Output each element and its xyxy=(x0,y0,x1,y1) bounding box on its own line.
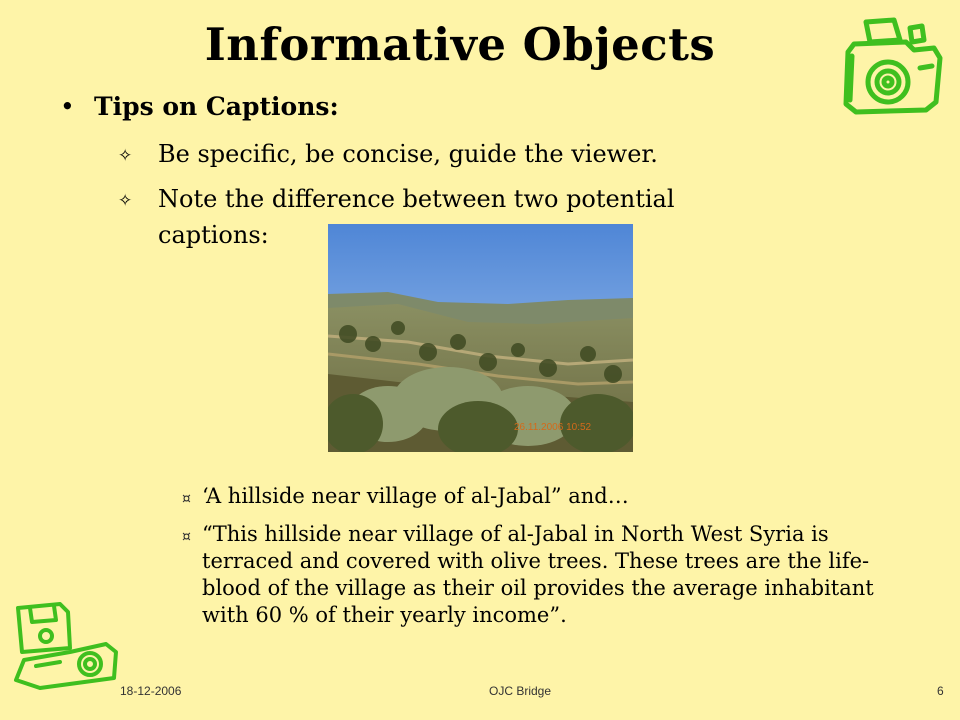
slide-number: 6 xyxy=(937,684,944,698)
caption-text: ‘A hillside near village of al-Jabal” and… xyxy=(202,484,629,508)
bullet-dot: • xyxy=(60,92,75,121)
floppy-and-camera-icon xyxy=(10,600,122,692)
footer-center-text: OJC Bridge xyxy=(488,684,552,698)
four-point-star-icon: ✧ xyxy=(118,191,133,211)
currency-sign-icon: ¤ xyxy=(182,529,191,545)
caption-text: “This hillside near village of al-Jabal in North West Syria is terraced and covered with olive trees. These trees are the life-blood of the village as their oil provides the average inhabitant with 60 % of their yearly income”. xyxy=(202,522,874,627)
footer-date: 18-12-2006 xyxy=(120,684,182,698)
hillside-photo xyxy=(328,224,633,452)
subpoint-text-continued: captions: xyxy=(158,221,269,249)
currency-sign-icon: ¤ xyxy=(182,491,191,507)
four-point-star-icon: ✧ xyxy=(118,146,133,166)
camera-icon xyxy=(836,14,946,124)
photo-timestamp: 26.11.2006 10:52 xyxy=(514,422,592,433)
bullet-heading: Tips on Captions: xyxy=(94,92,339,121)
slide-title: Informative Objects xyxy=(204,18,716,71)
subpoint-text: Be specific, be concise, guide the viewer. xyxy=(158,140,658,168)
subpoint-text: Note the difference between two potential xyxy=(158,185,675,213)
